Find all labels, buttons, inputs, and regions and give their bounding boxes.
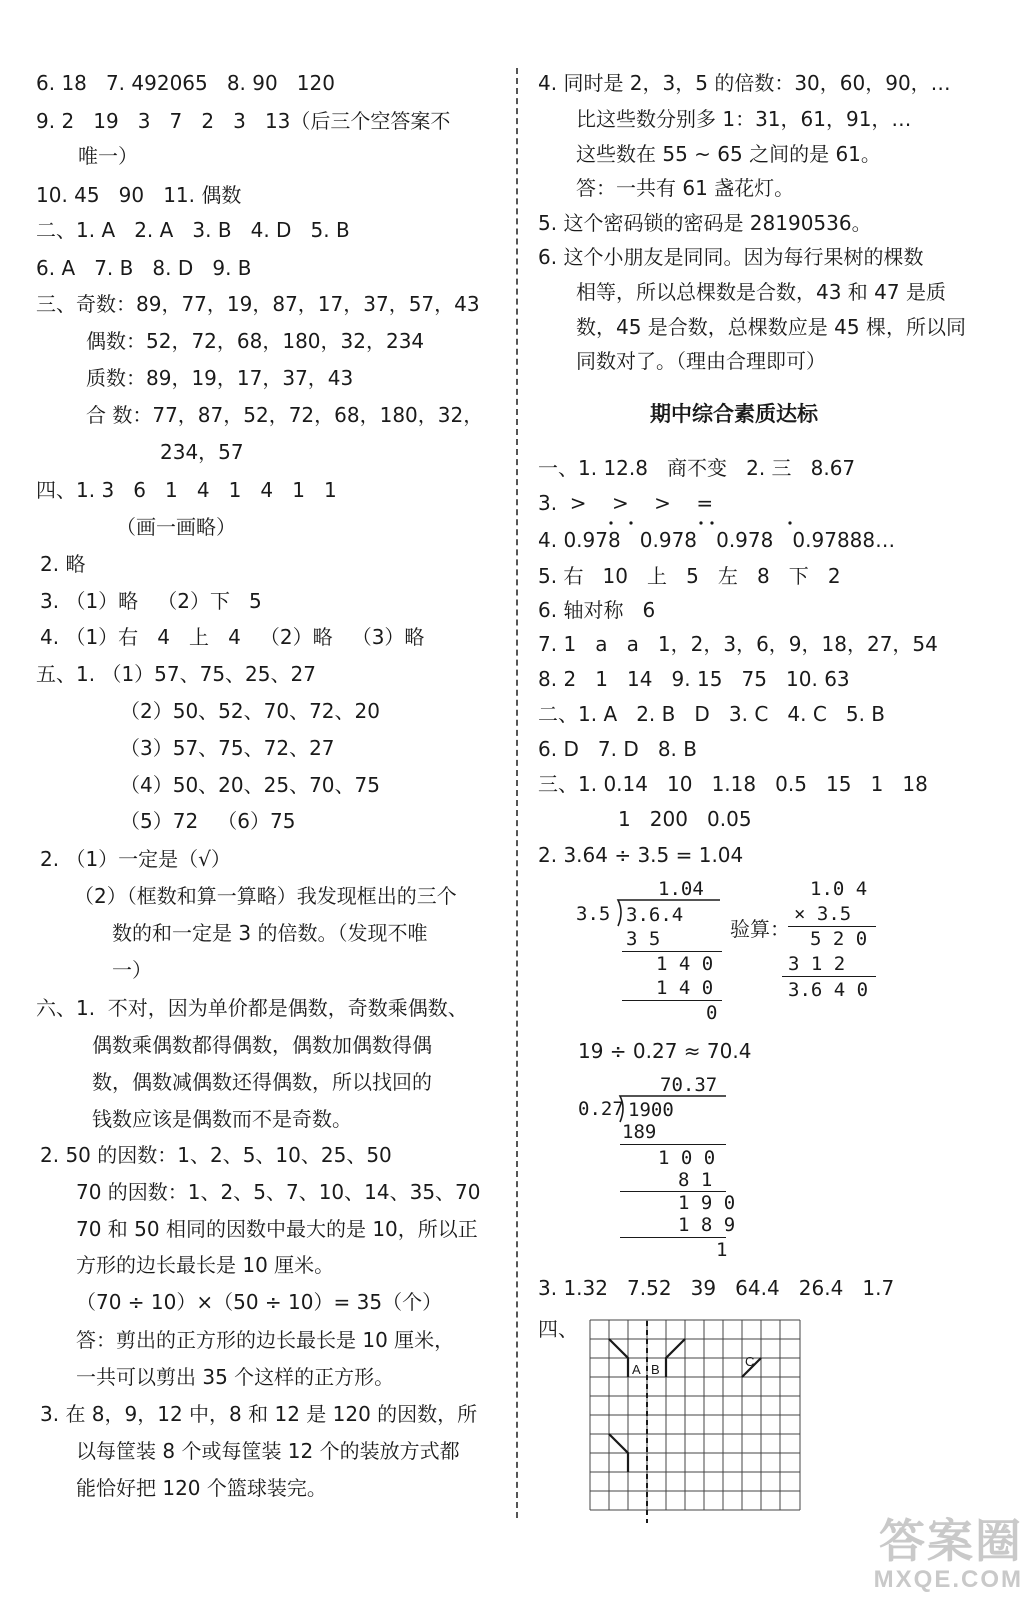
answer-line: 六、1. 不对，因为单价都是偶数，奇数乘偶数、 xyxy=(36,996,468,1020)
repeat-dot xyxy=(629,521,632,524)
grid-figure xyxy=(588,1318,803,1528)
check-rule xyxy=(782,976,876,977)
answer-line: 9. 2 19 3 7 2 3 13（后三个空答案不 xyxy=(36,109,451,133)
answer-line: 3. 在 8，9，12 中，8 和 12 是 120 的因数，所 xyxy=(40,1402,478,1426)
repeat-dot xyxy=(788,521,791,524)
answer-line: 4. 同时是 2，3，5 的倍数：30，60，90，… xyxy=(538,71,951,95)
answer-line: 质数：89，19，17，37，43 xyxy=(86,366,354,390)
division-step: 1 xyxy=(716,1239,728,1261)
watermark-url: MXQE.COM xyxy=(873,1566,1023,1593)
answer-line: 方形的边长最长是 10 厘米。 xyxy=(76,1253,335,1277)
watermark-logo: 答案圈 xyxy=(879,1515,1023,1567)
answer-line: 7. 1 a a 1，2，3，6，9，18，27，54 xyxy=(538,632,938,656)
answer-line: 数的和一定是 3 的倍数。（发现不唯 xyxy=(112,921,428,945)
answer-line: 能恰好把 120 个篮球装完。 xyxy=(76,1476,327,1500)
answer-line: （5）72 （6）75 xyxy=(120,809,296,833)
answer-line: 6. 18 7. 492065 8. 90 120 xyxy=(36,71,335,95)
dividend: 1900 xyxy=(628,1099,674,1121)
answer-line: 二、1. A 2. B D 3. C 4. C 5. B xyxy=(538,702,886,726)
answer-line: 以每筐装 8 个或每筐装 12 个的装放方式都 xyxy=(76,1439,460,1463)
answer-line: 钱数应该是偶数而不是奇数。 xyxy=(92,1107,352,1131)
division-rule xyxy=(620,1237,726,1238)
answer-line: 合 数：77，87，52，72，68，180，32， xyxy=(86,403,484,427)
division-step: 1 4 0 xyxy=(656,977,714,999)
repeat-dot xyxy=(609,521,612,524)
grid-mark: B xyxy=(651,1362,660,1377)
answer-line: 6. 这个小朋友是同同。因为每行果树的棵数 xyxy=(538,245,924,269)
division-rule xyxy=(622,1000,722,1001)
answer-line: 相等，所以总棵数是合数，43 和 47 是质 xyxy=(576,280,946,304)
answer-line: 3. > > > = xyxy=(538,491,714,515)
answer-line: 数，45 是合数，总棵数应是 45 棵，所以同 xyxy=(576,315,966,339)
answer-line: 三、1. 0.14 10 1.18 0.5 15 1 18 xyxy=(538,772,928,796)
answer-line: 4. （1）右 4 上 4 （2）略 （3）略 xyxy=(40,625,425,649)
division-rule xyxy=(622,951,722,952)
answer-line: （70 ÷ 10）×（50 ÷ 10）= 35（个） xyxy=(76,1290,443,1314)
answer-line: 偶数：52，72，68，180，32，234 xyxy=(86,329,425,353)
grid-lines xyxy=(590,1320,800,1510)
dividend: 3.6.4 xyxy=(626,904,684,926)
answer-line: （2）50、52、70、72、20 xyxy=(120,699,380,723)
answer-line: 2. （1）一定是（√） xyxy=(40,847,231,871)
answer-line: 70 和 50 相同的因数中最大的是 10，所以正 xyxy=(76,1217,478,1241)
answer-line: 3. 1.32 7.52 39 64.4 26.4 1.7 xyxy=(538,1276,895,1300)
answer-line: 偶数乘偶数都得偶数，偶数加偶数得偶 xyxy=(92,1033,432,1057)
answer-line: 比这些数分别多 1：31，61，91，… xyxy=(576,107,912,131)
divisor: 0.27 xyxy=(578,1098,624,1120)
division-rule xyxy=(620,1144,726,1145)
grid-label: 四、 xyxy=(538,1317,578,1341)
check-row: 3.6 4 0 xyxy=(788,979,869,1001)
answer-line: 一） xyxy=(112,958,152,982)
answer-line: 19 ÷ 0.27 ≈ 70.4 xyxy=(578,1039,752,1063)
division-step: 3 5 xyxy=(626,928,661,950)
check-row: × 3.5 xyxy=(794,903,852,925)
answer-line: 2. 3.64 ÷ 3.5 = 1.04 xyxy=(538,843,744,867)
answer-line: （画一画略） xyxy=(116,515,236,539)
answer-line: 5. 右 10 上 5 左 8 下 2 xyxy=(538,564,841,588)
answer-line: 6. D 7. D 8. B xyxy=(538,737,697,761)
section-title: 期中综合素质达标 xyxy=(650,402,818,426)
answer-line: 四、1. 3 6 1 4 1 4 1 1 xyxy=(36,478,337,502)
division-step: 189 xyxy=(622,1121,657,1143)
answer-line: 二、1. A 2. A 3. B 4. D 5. B xyxy=(36,218,350,242)
check-row: 3 1 2 xyxy=(788,953,846,975)
answer-line: 8. 2 1 14 9. 15 75 10. 63 xyxy=(538,667,850,691)
grid-mark: A xyxy=(632,1362,641,1377)
division-step: 1 9 0 xyxy=(678,1192,736,1214)
answer-line: 这些数在 55 ~ 65 之间的是 61。 xyxy=(576,142,881,166)
answer-line: 4. 0.978 0.978 0.978 0.97888… xyxy=(538,528,896,552)
repeat-dot xyxy=(699,521,702,524)
answer-line: （3）57、75、72、27 xyxy=(120,736,335,760)
answer-line: 2. 50 的因数：1、2、5、10、25、50 xyxy=(40,1143,392,1167)
grid-mark: C xyxy=(745,1354,755,1369)
answer-line: 五、1. （1）57、75、25、27 xyxy=(36,662,316,686)
answer-line: 一、1. 12.8 商不变 2. 三 8.67 xyxy=(538,456,856,480)
repeat-dots xyxy=(538,518,838,528)
division-step: 1 8 9 xyxy=(678,1214,736,1236)
answer-line: 答：一共有 61 盏花灯。 xyxy=(576,176,795,200)
answer-line: 1 200 0.05 xyxy=(618,807,752,831)
answer-line: 5. 这个密码锁的密码是 28190536。 xyxy=(538,211,872,235)
answer-line: 答：剪出的正方形的边长最长是 10 厘米， xyxy=(76,1328,455,1352)
check-label: 验算： xyxy=(730,917,790,941)
divisor: 3.5 xyxy=(576,903,611,925)
quotient: 1.04 xyxy=(658,878,704,900)
answer-line: 一共可以剪出 35 个这样的正方形。 xyxy=(76,1365,395,1389)
check-rule xyxy=(788,926,876,927)
watermark xyxy=(874,1516,1023,1594)
quotient: 70.37 xyxy=(660,1074,718,1096)
check-row: 1.0 4 xyxy=(810,878,868,900)
answer-line: 2. 略 xyxy=(40,552,86,576)
answer-line: 数，偶数减偶数还得偶数，所以找回的 xyxy=(92,1070,432,1094)
answer-line: 10. 45 90 11. 偶数 xyxy=(36,183,242,207)
answer-line: （2）（框数和算一算略）我发现框出的三个 xyxy=(74,884,457,908)
answer-line: 6. A 7. B 8. D 9. B xyxy=(36,256,252,280)
answer-line: （4）50、20、25、70、75 xyxy=(120,773,380,797)
division-step: 8 1 xyxy=(678,1169,713,1191)
repeat-dot xyxy=(710,521,713,524)
answer-line: 三、奇数：89，77，19，87，17，37，57，43 xyxy=(36,292,480,316)
answer-line: 3. （1）略 （2）下 5 xyxy=(40,589,262,613)
column-divider xyxy=(516,68,518,1518)
division-step: 1 0 0 xyxy=(658,1147,716,1169)
answer-line: 唯一） xyxy=(78,144,138,168)
answer-line: 同数对了。（理由合理即可） xyxy=(576,349,826,373)
division-step: 0 xyxy=(706,1002,718,1024)
answer-line: 6. 轴对称 6 xyxy=(538,598,656,622)
answer-line: 234，57 xyxy=(160,440,244,464)
check-row: 5 2 0 xyxy=(810,928,868,950)
answer-line: 70 的因数：1、2、5、7、10、14、35、70 xyxy=(76,1180,481,1204)
division-step: 1 4 0 xyxy=(656,953,714,975)
